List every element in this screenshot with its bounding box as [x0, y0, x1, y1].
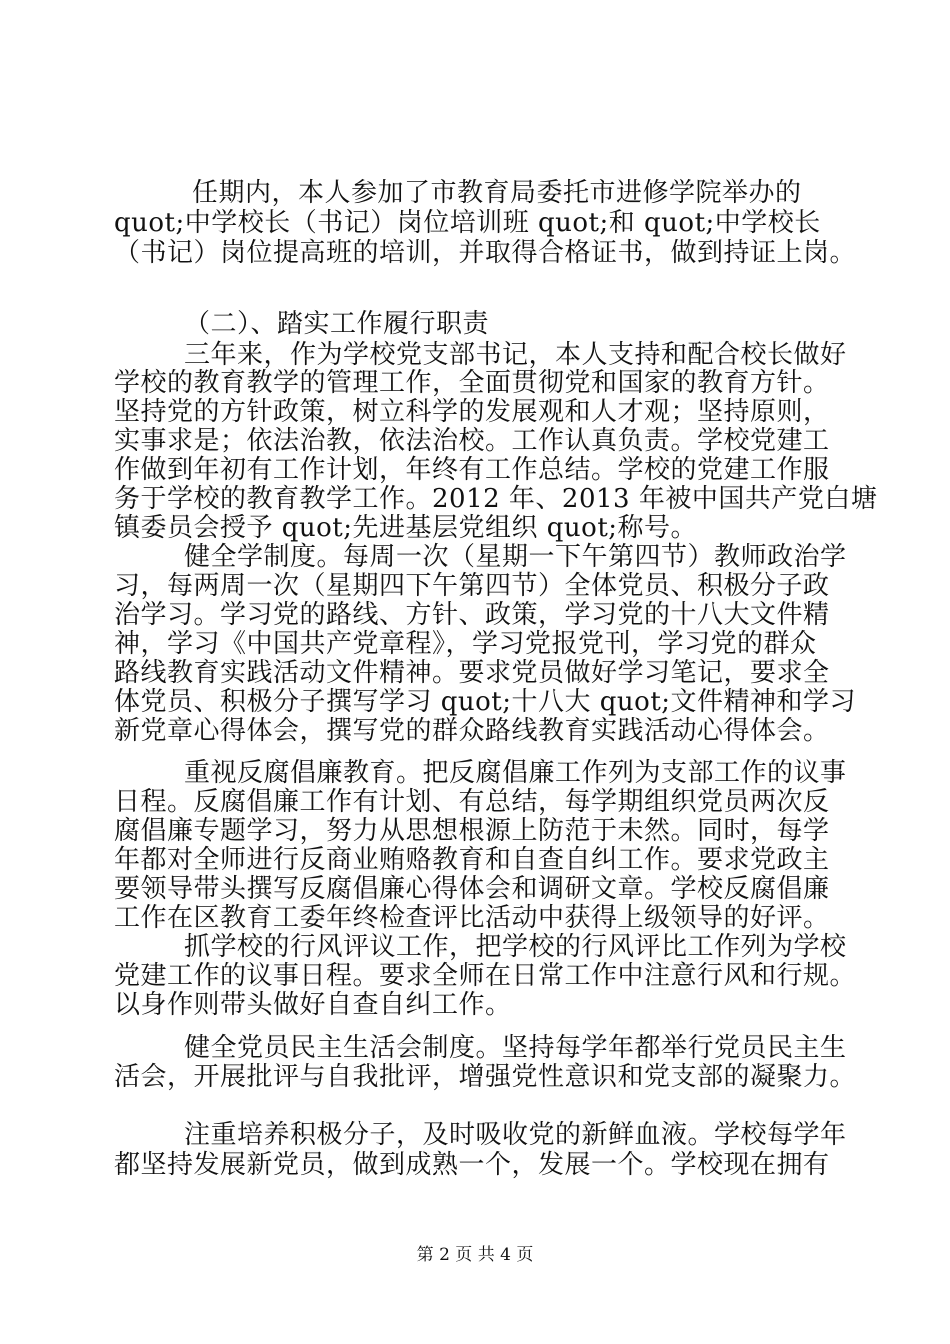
paragraph-line: 实事求是；依法治教，依法治校。工作认真负责。学校党建工: [114, 426, 830, 456]
paragraph-line: 体党员、积极分子撰写学习 quot;十八大 quot;文件精神和学习: [114, 687, 857, 717]
section-heading: （二）、踏实工作履行职责: [184, 309, 490, 339]
paragraph-line: 重视反腐倡廉教育。把反腐倡廉工作列为支部工作的议事: [184, 758, 847, 788]
paragraph-line: 要领导带头撰写反腐倡廉心得体会和调研文章。学校反腐倡廉: [114, 874, 830, 904]
paragraph-line: 学校的教育教学的管理工作，全面贯彻党和国家的教育方针。: [114, 368, 830, 398]
paragraph-line: 路线教育实践活动文件精神。要求党员做好学习笔记，要求全: [114, 658, 830, 688]
paragraph-line: 都坚持发展新党员，做到成熟一个，发展一个。学校现在拥有: [114, 1150, 830, 1180]
paragraph-line: 三年来，作为学校党支部书记，本人支持和配合校长做好: [184, 340, 847, 370]
paragraph-line: 治学习。学习党的路线、方针、政策，学习党的十八大文件精: [114, 600, 830, 630]
paragraph-line: 年都对全师进行反商业贿赂教育和自查自纠工作。要求党政主: [114, 845, 830, 875]
paragraph-line: 活会，开展批评与自我批评，增强党性意识和党支部的凝聚力。: [114, 1062, 857, 1092]
paragraph-line: 健全学制度。每周一次（星期一下午第四节）教师政治学: [184, 542, 847, 572]
paragraph-line: 镇委员会授予 quot;先进基层党组织 quot;称号。: [114, 513, 698, 543]
paragraph-line: （书记）岗位提高班的培训，并取得合格证书，做到持证上岗。: [114, 238, 857, 268]
paragraph-line: 健全党员民主生活会制度。坚持每学年都举行党员民主生: [184, 1033, 847, 1063]
paragraph-line: 习，每两周一次（星期四下午第四节）全体党员、积极分子政: [114, 571, 830, 601]
paragraph-line: quot;中学校长（书记）岗位培训班 quot;和 quot;中学校长: [114, 208, 821, 238]
paragraph-line: 党建工作的议事日程。要求全师在日常工作中注意行风和行规。: [114, 961, 857, 991]
paragraph-line: 日程。反腐倡廉工作有计划、有总结，每学期组织党员两次反: [114, 787, 830, 817]
paragraph-line: 工作在区教育工委年终检查评比活动中获得上级领导的好评。: [114, 903, 830, 933]
paragraph-line: 务于学校的教育教学工作。2012 年、2013 年被中国共产党白塘: [114, 484, 878, 514]
paragraph-line: 任期内，本人参加了市教育局委托市进修学院举办的: [192, 178, 802, 208]
paragraph-line: 坚持党的方针政策，树立科学的发展观和人才观；坚持原则，: [114, 397, 830, 427]
paragraph-line: 抓学校的行风评议工作，把学校的行风评比工作列为学校: [184, 932, 847, 962]
paragraph-line: 以身作则带头做好自查自纠工作。: [114, 990, 512, 1020]
paragraph-line: 腐倡廉专题学习，努力从思想根源上防范于未然。同时，每学: [114, 816, 830, 846]
paragraph-line: 作做到年初有工作计划，年终有工作总结。学校的党建工作服: [114, 455, 830, 485]
paragraph-line: 新党章心得体会，撰写党的群众路线教育实践活动心得体会。: [114, 716, 830, 746]
paragraph-line: 注重培养积极分子，及时吸收党的新鲜血液。学校每学年: [184, 1120, 847, 1150]
paragraph-line: 神，学习《中国共产党章程》，学习党报党刊，学习党的群众: [114, 629, 817, 659]
page-number: 第 2 页 共 4 页: [416, 1245, 534, 1265]
